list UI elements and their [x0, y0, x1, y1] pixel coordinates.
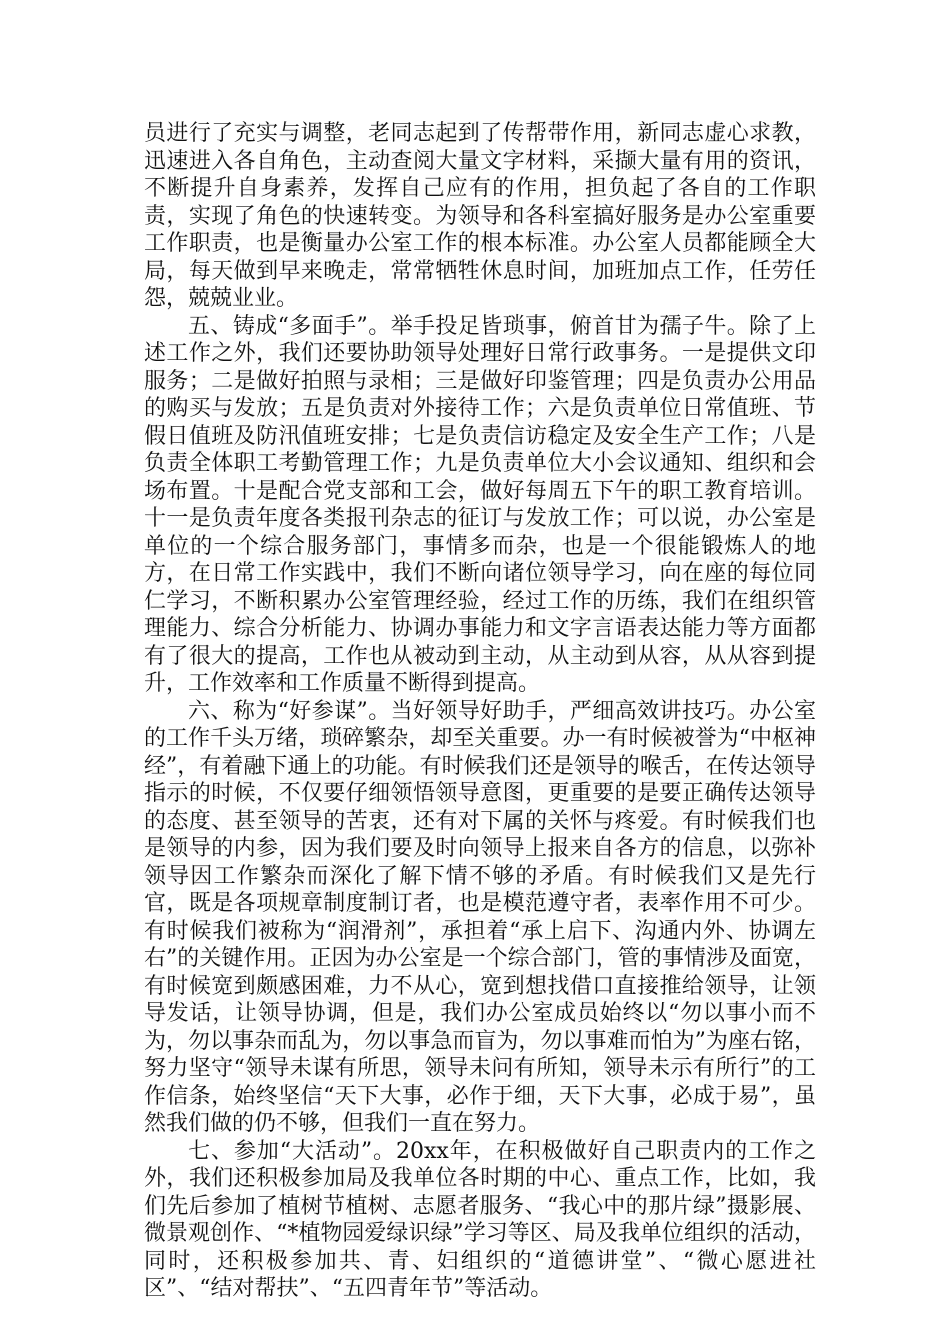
paragraph-section-seven: 七、参加“大活动”。20xx年，在积极做好自己职责内的工作之外，我们还积极参加局及我单位各时期的中心、重点工作，比如，我们先后参加了植树节植树、志愿者服务、“我心中的那片绿”摄影展、微景观创作、“*植物园爱绿识绿”学习等区、局及我单位组织的活动，同时，还积极参加共、青、妇组织的“道德讲堂”、“微心愿进社区”、“结对帮扶”、“五四青年节”等活动。 — [144, 1138, 816, 1301]
document-body — [144, 120, 816, 1303]
paragraph-section-five: 五、铸成“多面手”。举手投足皆琐事，俯首甘为孺子牛。除了上述工作之外，我们还要协助领导处理好日常行政事务。一是提供文印服务；二是做好拍照与录相；三是做好印鉴管理；四是负责办公用品的购买与发放；五是负责对外接待工作；六是负责单位日常值班、节假日值班及防汛值班安排；七是负责信访稳定及安全生产工作；八是负责全体职工考勤管理工作；九是负责单位大小会议通知、组织和会场布置。十是配合党支部和工会，做好每周五下午的职工教育培训。十一是负责年度各类报刊杂志的征订与发放工作；可以说，办公室是单位的一个综合服务部门，事情多而杂，也是一个很能锻炼人的地方，在日常工作实践中，我们不断向诸位领导学习，向在座的每位同仁学习，不断积累办公室管理经验，经过工作的历练，我们在组织管理能力、综合分析能力、协调办事能力和文字言语表达能力等方面都有了很大的提高，工作也从被动到主动，从主动到从容，从从容到提升，工作效率和工作质量不断得到提高。 — [144, 313, 816, 696]
paragraph-section-six: 六、称为“好参谋”。当好领导好助手，严细高效讲技巧。办公室的工作千头万绪，琐碎繁杂，却至关重要。办一有时候被誉为“中枢神经”，有着融下通上的功能。有时候我们还是领导的喉舌，在传达领导指示的时候，不仅要仔细领悟领导意图，更重要的是要正确传达领导的态度、甚至领导的苦衷，还有对下属的关怀与疼爱。有时候我们也是领导的内参，因为我们要及时向领导上报来自各方的信息，以弥补领导因工作繁杂而深化了解下情不够的矛盾。有时候我们又是先行官，既是各项规章制度制订者，也是模范遵守者，表率作用不可少。有时候我们被称为“润滑剂”，承担着“承上启下、沟通内外、协调左右”的关键作用。正因为办公室是一个综合部门，管的事情涉及面宽，有时候宽到颇感困难，力不从心，宽到想找借口直接推给领导，让领导发话，让领导协调，但是，我们办公室成员始终以“勿以事小而不为，勿以事杂而乱为，勿以事急而盲为，勿以事难而怕为”为座右铭，努力坚守“领导未谋有所思，领导未问有所知，领导未示有所行”的工作信条，始终坚信“天下大事，必作于细，天下大事，必成于易”，虽然我们做的仍不够，但我们一直在努力。 — [144, 698, 816, 1136]
paragraph-continued: 员进行了充实与调整，老同志起到了传帮带作用，新同志虚心求教，迅速进入各自角色，主动查阅大量文字材料，采撷大量有用的资讯，不断提升自身素养，发挥自己应有的作用，担负起了各自的工作职责，实现了角色的快速转变。为领导和各科室搞好服务是办公室重要工作职责，也是衡量办公室工作的根本标准。办公室人员都能顾全大局，每天做到早来晚走，常常牺牲休息时间，加班加点工作，任劳任怨，兢兢业业。 — [144, 121, 816, 311]
